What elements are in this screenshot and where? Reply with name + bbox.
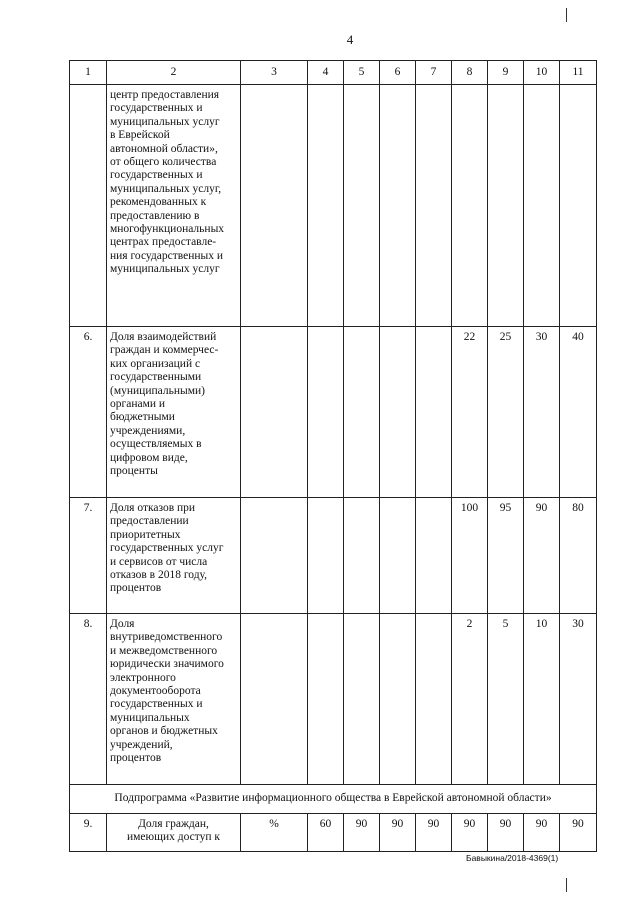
unit-cell xyxy=(241,498,308,614)
value-cell xyxy=(488,85,524,327)
indicator-name xyxy=(107,85,241,327)
table-header-row xyxy=(70,61,597,85)
indicator-text-line: и межведомственного xyxy=(110,644,218,657)
indicator-text-line: Доля xyxy=(110,618,135,630)
indicator-text-line: в Еврейской xyxy=(110,129,170,142)
table-row xyxy=(70,327,597,498)
indicator-text-line: Доля отказов при xyxy=(110,502,196,514)
indicator-text-line: имеющих доступ к xyxy=(127,831,220,844)
indicator-text-line: муниципальных услуг xyxy=(110,263,220,276)
value-cell: 90 xyxy=(524,498,560,614)
indicator-name xyxy=(107,327,241,498)
value-cell: 90 xyxy=(344,814,380,852)
table-row xyxy=(70,85,597,327)
row-number: 6. xyxy=(70,327,107,498)
value-cell: 30 xyxy=(560,614,597,785)
indicator-text-line: государственных и xyxy=(110,698,203,711)
indicator-text-line: бюджетными xyxy=(110,411,175,424)
page-number: 4 xyxy=(346,32,354,47)
indicator-text-line: многофункциональных xyxy=(110,223,225,236)
value-cell xyxy=(416,498,452,614)
indicator-text-line: документооборота xyxy=(110,685,201,698)
value-cell xyxy=(380,327,416,498)
indicator-text-line: государственными xyxy=(110,371,202,384)
indicator-text-line: рекомендованных к xyxy=(110,196,207,209)
value-cell: 90 xyxy=(560,814,597,852)
value-cell xyxy=(344,498,380,614)
value-cell: 100 xyxy=(452,498,488,614)
value-cell: 40 xyxy=(560,327,597,498)
document-id: Бавыкина/2018-4369(1) xyxy=(466,853,559,863)
indicator-text-line: граждан и коммерчес- xyxy=(110,344,219,357)
indicator-text-line: процентов xyxy=(110,752,162,765)
value-cell xyxy=(308,498,344,614)
header-cell: 2 xyxy=(107,61,241,85)
value-cell: 2 xyxy=(452,614,488,785)
value-cell: 90 xyxy=(488,814,524,852)
value-cell: 5 xyxy=(488,614,524,785)
table-row xyxy=(70,814,597,852)
indicator-text-line: предоставлении xyxy=(110,515,189,528)
row-number: 7. xyxy=(70,498,107,614)
indicator-text-line: цифровом виде, xyxy=(110,451,188,464)
value-cell xyxy=(416,327,452,498)
indicator-text-line: органов и бюджетных xyxy=(110,725,218,738)
indicator-text-line: проценты xyxy=(110,465,158,478)
value-cell: 95 xyxy=(488,498,524,614)
indicator-text-line: муниципальных xyxy=(110,711,190,724)
value-cell xyxy=(524,85,560,327)
indicator-text-line: внутриведомственного xyxy=(110,631,223,644)
subprogram-row xyxy=(70,785,597,814)
value-cell xyxy=(380,614,416,785)
value-cell xyxy=(308,85,344,327)
header-cell: 8 xyxy=(452,61,488,85)
header-cell: 5 xyxy=(344,61,380,85)
unit-cell xyxy=(241,614,308,785)
indicator-text-line: ния государственных и xyxy=(110,249,224,262)
value-cell xyxy=(452,85,488,327)
indicator-text-line: юридически значимого xyxy=(110,658,224,671)
value-cell: 22 xyxy=(452,327,488,498)
indicator-text-line: электронного xyxy=(110,671,176,684)
indicator-text-line: государственных и xyxy=(110,102,203,115)
table-row xyxy=(70,614,597,785)
indicator-text-line: и сервисов от числа xyxy=(110,555,208,568)
indicator-text-line: органами и xyxy=(110,398,166,411)
indicator-text-line: автономной области», xyxy=(110,142,218,155)
value-cell xyxy=(344,614,380,785)
value-cell: 90 xyxy=(524,814,560,852)
value-cell: 90 xyxy=(380,814,416,852)
indicator-text-line: приоритетных xyxy=(110,528,181,541)
scan-edge-mark-top xyxy=(566,8,567,22)
indicator-text-line: центрах предоставле- xyxy=(110,236,217,249)
indicator-text-line: центр предоставления xyxy=(110,89,220,101)
value-cell xyxy=(308,614,344,785)
value-cell: 60 xyxy=(308,814,344,852)
indicator-name xyxy=(107,614,241,785)
unit-cell: % xyxy=(241,814,308,852)
header-cell: 7 xyxy=(416,61,452,85)
indicator-text-line: муниципальных услуг, xyxy=(110,182,222,195)
indicator-name xyxy=(107,814,241,852)
indicator-text-line: отказов в 2018 году, xyxy=(110,569,208,582)
indicator-text-line: предоставлению в xyxy=(110,209,200,222)
indicators-table xyxy=(69,60,597,852)
indicator-text-line: учреждений, xyxy=(110,738,173,751)
scan-edge-mark-bottom xyxy=(566,878,567,892)
value-cell: 30 xyxy=(524,327,560,498)
value-cell xyxy=(416,614,452,785)
indicator-name xyxy=(107,498,241,614)
indicator-text-line: (муниципальными) xyxy=(110,384,205,397)
value-cell: 25 xyxy=(488,327,524,498)
value-cell xyxy=(344,85,380,327)
unit-cell xyxy=(241,327,308,498)
value-cell: 10 xyxy=(524,614,560,785)
value-cell: 90 xyxy=(416,814,452,852)
header-cell: 3 xyxy=(241,61,308,85)
row-number: 8. xyxy=(70,614,107,785)
row-number: 9. xyxy=(70,814,107,852)
unit-cell xyxy=(241,85,308,327)
indicator-text-line: государственных и xyxy=(110,169,203,182)
indicator-text-line: от общего количества xyxy=(110,156,217,169)
indicator-text-line: учреждениями, xyxy=(110,424,186,437)
indicator-text-line: муниципальных услуг xyxy=(110,115,220,128)
indicator-text-line: Доля взаимодействий xyxy=(110,331,217,343)
value-cell xyxy=(344,327,380,498)
header-cell: 10 xyxy=(524,61,560,85)
subprogram-title: Подпрограмма «Развитие информационного общества в Еврейской автономной области» xyxy=(70,785,597,814)
value-cell xyxy=(560,85,597,327)
header-cell: 9 xyxy=(488,61,524,85)
indicator-text-line: государственных услуг xyxy=(110,542,224,555)
value-cell xyxy=(380,498,416,614)
indicator-text-line: процентов xyxy=(110,582,162,595)
table-row xyxy=(70,498,597,614)
value-cell xyxy=(380,85,416,327)
indicator-text-line: Доля граждан, xyxy=(138,818,209,830)
value-cell xyxy=(416,85,452,327)
value-cell: 80 xyxy=(560,498,597,614)
row-number xyxy=(70,85,107,327)
header-cell: 4 xyxy=(308,61,344,85)
value-cell xyxy=(308,327,344,498)
indicator-text-line: ких организаций с xyxy=(110,357,201,370)
header-cell: 1 xyxy=(70,61,107,85)
indicator-text-line: осуществляемых в xyxy=(110,438,202,451)
value-cell: 90 xyxy=(452,814,488,852)
header-cell: 6 xyxy=(380,61,416,85)
header-cell: 11 xyxy=(560,61,597,85)
